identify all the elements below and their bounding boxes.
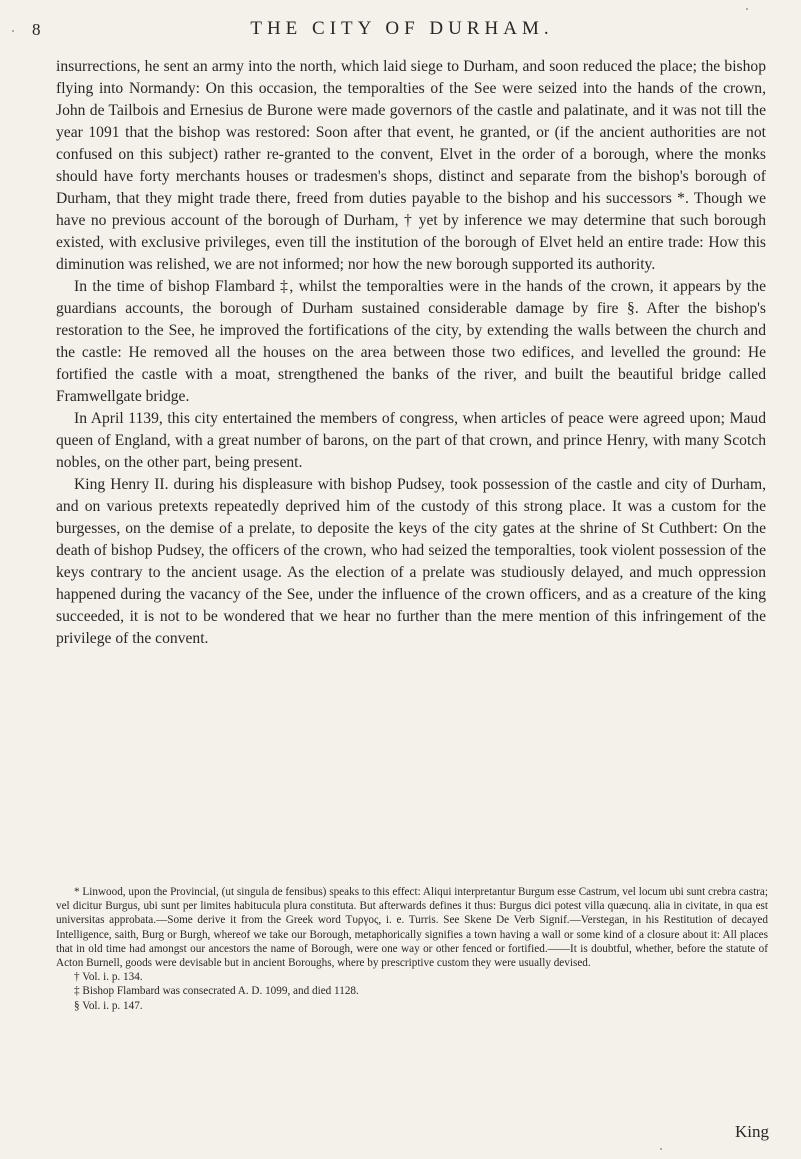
paper-speck xyxy=(12,30,14,32)
footnotes xyxy=(56,885,768,1013)
footnote: § Vol. i. p. 147. xyxy=(74,999,143,1012)
footnote: ‡ Bishop Flambard was consecrated A. D. 1099, and died 1128. xyxy=(74,985,359,998)
page-number: 8 xyxy=(32,20,41,39)
paragraph: insurrections, he sent an army into the north, which laid siege to Durham, and soon reduced the place; the bishop flying into Normandy: On this occasion, the temporalties of the See were seized into the hands of the crown, John de Tailbois and Ernesius de Burone were made governors of the castle and palatinate, and it was not till the year 1091 that the bishop was restored: Soon after that event, he granted, or (if the ancient authorities are not confused on this subject) rather re-granted to the convent, Elvet in the order of a borough, where the monks should have forty merchants houses or tradesmen's shops, distinct and separate from the bishop's borough of Durham, that they might trade there, freed from duties payable to the bishop and his successors *. Though we have no previous account of the borough of Durham, † yet by inference we may determine that such borough existed, with exclusive privileges, even till the institution of the borough of Elvet held an entire trade: How this diminution was relished, we are not informed; nor how the new borough supported its authority. xyxy=(56,58,766,273)
footnote: * Linwood, upon the Provincial, (ut singula de fensibus) speaks to this effect: Aliqui interpretantur Burgum esse Castrum, vel locum ubi sunt crebra castra; vel dicitur Burgus, ubi sunt per limites habitucula plura constituta. But afterwards defines it thus: Burgus dici potest villa quæcunq. alia in civitate, in qua est universitas approbata.—Some derive it from the Greek word Τυργος, i. e. Turris. See Skene De Verb Signif.—Verstegan, in his Restitution of decayed Intelligence, saith, Burg or Burgh, whereof we take our Borough, metaphorically signifies a town having a wall or some kind of a closure about it: All places that in old time had amongst our ancestors the name of Borough, were one way or other fenced or fortified.——It is doubtful, whether, before the statute of Acton Burnell, goods were devisable but in ancient Boroughs, where by prescriptive custom they were usually devised. xyxy=(56,886,768,970)
page-header xyxy=(32,18,772,46)
catchword: King xyxy=(735,1122,769,1141)
footnote: † Vol. i. p. 134. xyxy=(74,971,143,984)
running-title: THE CITY OF DURHAM. xyxy=(250,18,554,39)
paragraph: In the time of bishop Flambard ‡, whilst the temporalties were in the hands of the crown, it appears by the guardians accounts, the borough of Durham sustained considerable damage by fire §. After the bishop's restoration to the See, he improved the fortifications of the city, by extending the walls between the church and the castle: He removed all the houses on the area between those two edifices, and levelled the ground: He fortified the castle with a moat, strengthened the banks of the river, and built the beautiful bridge called Framwellgate bridge. xyxy=(56,278,766,405)
paper-speck xyxy=(660,1148,662,1150)
paper-speck xyxy=(746,8,748,10)
main-text xyxy=(56,56,766,650)
paragraph: In April 1139, this city entertained the members of congress, when articles of peace were agreed upon; Maud queen of England, with a great number of barons, on the part of that crown, and prince Henry, with many Scotch nobles, on the other part, being present. xyxy=(56,410,766,471)
paragraph: King Henry II. during his displeasure with bishop Pudsey, took possession of the castle and city of Durham, and on various pretexts repeatedly deprived him of the custody of this strong place. It was a custom for the burgesses, on the demise of a prelate, to deposite the keys of the city gates at the shrine of St Cuthbert: On the death of bishop Pudsey, the officers of the crown, who had seized the temporalties, took violent possession of the keys contrary to the ancient usage. As the election of a prelate was studiously delayed, and much oppression happened during the vacancy of the See, under the influence of the crown officers, and as a creature of the king succeeded, it is not to be wondered that we hear no further than the mere mention of this infringement of the privilege of the convent. xyxy=(56,476,766,647)
